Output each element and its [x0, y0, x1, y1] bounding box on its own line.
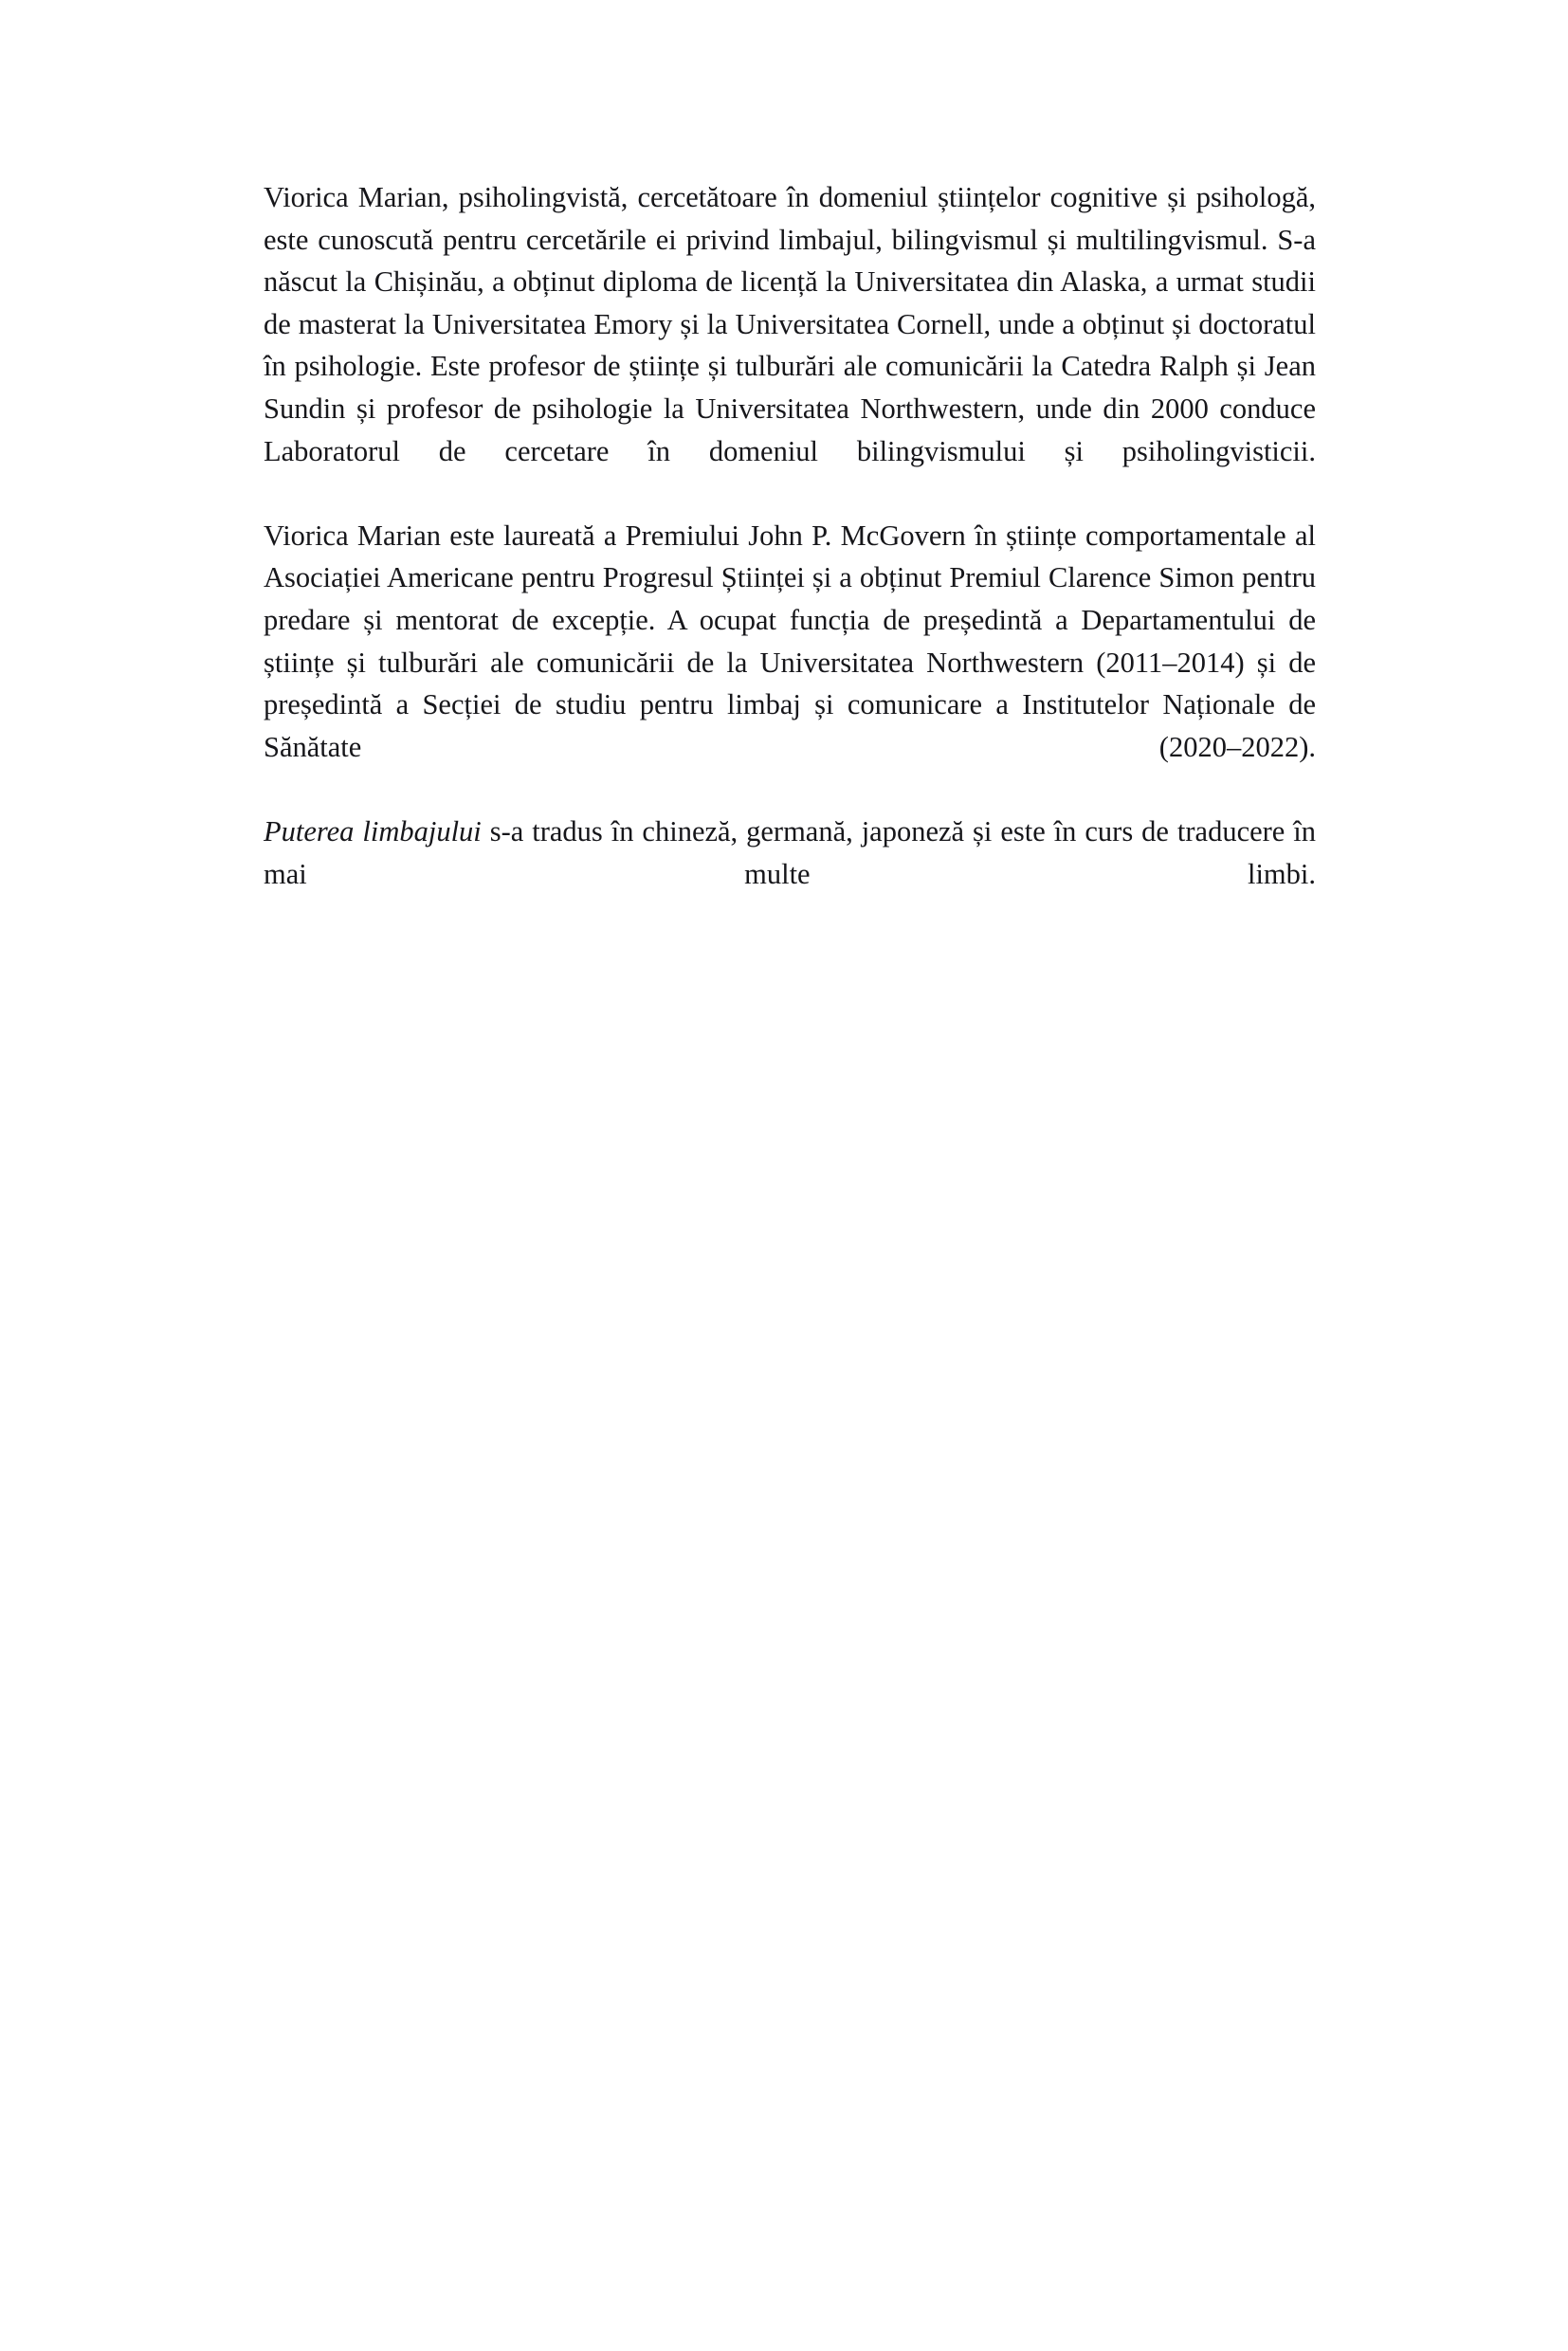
bio-paragraph: Viorica Marian, psiholingvistă, cercetătoare în domeniul științelor cognitive și psihologă, este cunoscută pentru cercetările ei privind limbajul, bilingvismul și multilingvismul. S-a născut la Chișinău, a obținut diploma de licență la Universitatea din Alaska, a urmat studii de masterat la Universitatea Emory și la Universitatea Cornell, unde a obținut și doctoratul în psihologie. Este profesor de științe și tulburări ale comunicării la Catedra Ralph și Jean Sundin și profesor de psihologie la Universitatea Northwestern, unde din 2000 conduce Laboratorul de cercetare în domeniul bilingvismului și psiholingvisticii.	[264, 181, 1316, 467]
body-text-block	[264, 176, 1316, 938]
translations-paragraph-text: s-a tradus în chineză, germană, japoneză și este în curs de traducere în mai multe limbi.	[264, 814, 1317, 890]
translations-paragraph	[264, 811, 1316, 938]
awards-paragraph: Viorica Marian este laureată a Premiului John P. McGovern în științe comportamentale al Asociației Americane pentru Progresul Științei și a obținut Premiul Clarence Simon pentru predare și mentorat de excepție. A ocupat funcția de președintă a Departamentului de științe și tulburări ale comunicării de la Universitatea Northwestern (2011–2014) și de președintă a Secției de studiu pentru limbaj și comunicare a Institutelor Naționale de Sănătate (2020–2022).	[264, 519, 1316, 763]
book-title-italic: Puterea limbajului	[264, 814, 482, 847]
